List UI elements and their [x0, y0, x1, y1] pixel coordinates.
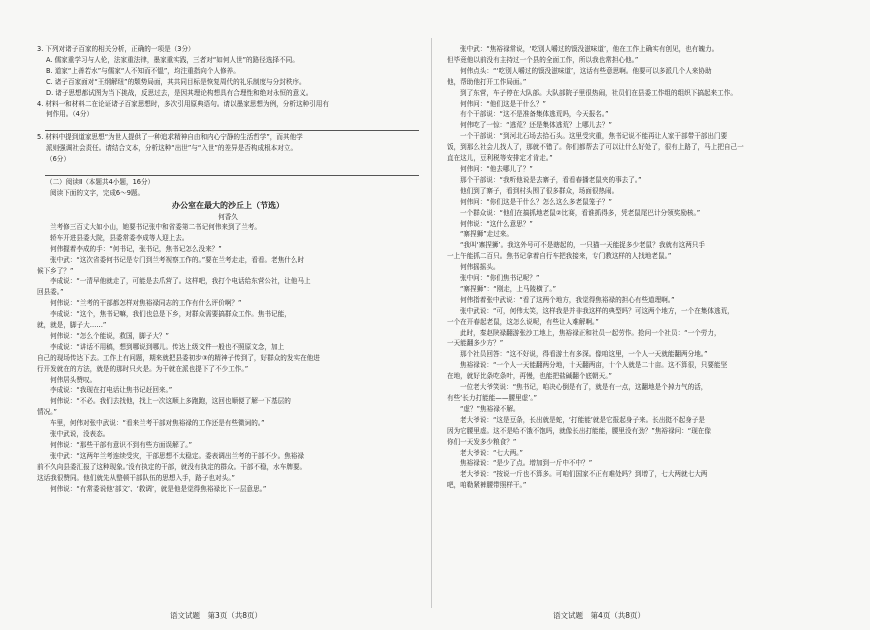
text-line: 何伟指着张中武说：“看了这两个地方，我觉得焦裕禄的担心有些道理啊。” [460, 295, 675, 304]
text-line: 情况。” [37, 408, 57, 417]
text-line: 何伟握着李成的手：“何书记，张书记，焦书记怎么没来？” [50, 244, 222, 253]
answer-line [45, 121, 419, 131]
article-title: 办公室在最大的沙丘上（节选） [172, 200, 284, 210]
text-line: 何伟说：“这什么意思？” [460, 219, 533, 228]
text-line: 直在这儿，豆利税等安排定才肯走。” [447, 154, 553, 163]
right-page [447, 44, 839, 600]
page-footer-left: 语文试题 第3页（共8页） [170, 611, 263, 620]
text-line: 3. 下列对诸子百家的相关分析，正确的一项是（3分） [37, 45, 195, 53]
text-line: 何伟问：“他去哪儿了？” [460, 164, 533, 173]
text-line: C. 诸子百家面对“王纲解纽”的颓势局面，其共同目标是恢复周代的礼乐制度与分封秩序。 [46, 77, 306, 86]
text-line: 就，就是，脚子大……” [37, 321, 107, 330]
text-line: 前不久向县委汇报了这种现象。’没有执定的干部，就没有执定的群众。干部不稳，水车牌要。 [37, 462, 307, 471]
text-line: 何伟吃了一惊：“逃荒？还是集体逃荒？上哪儿去？” [460, 121, 612, 130]
text-line: 轿车开进县委大院，县委常委李成等人迎上去。 [50, 233, 189, 242]
text-line: 何伟说：“那些干部有意识不到有些方面误解了。” [50, 441, 192, 449]
text-line: 张中武说：“可，何伟太笑，这样我是并非我这样的典型吗？可这两个地方，一个在集体逃荒， [460, 306, 734, 315]
text-line: 此时，秦赵陕禄翻游张沙工地上，焦裕禄正和社员一起劳作。抢问一个社员：“一个劳力， [460, 328, 721, 337]
text-line: 兰考修三百丈大如小山，她要书记张中和省委第二书记何伟来到了兰考。 [50, 222, 261, 231]
text-line: 那个干部说：“我听他说是去寨子，看看春播老鼠夹的事去了。” [460, 175, 642, 184]
text-line: “寨捏狮”走过来。 [460, 230, 513, 239]
text-line: 回县委。” [37, 288, 64, 297]
text-line: 何伟说：“兰考的干部都怎样对焦裕禄同志的工作有什么评价啊？” [50, 299, 242, 308]
text-line: 有个干部说：“这不是准备集体逃荒吗，今天报名。” [460, 110, 609, 119]
text-line: 张中武说，没表态。 [50, 430, 110, 439]
text-line: 吧，咱勒紧裤腰带照样干。” [447, 481, 527, 490]
text-line: （6分） [46, 155, 70, 164]
text-line: 一个干部说：“到河北石场去拾石头。这里受灾重，焦书记说不能再让人家干部带干部出门要 [460, 132, 728, 141]
text-line: 自己的现场传达下去。工作上有问题，期来就把县委初步③的精神子传到了，好群众的发实在他进 [37, 353, 320, 362]
text-line: 老大爷说：“七大两。” [460, 448, 523, 457]
column-divider [431, 38, 432, 608]
text-line: 但毕竟他以前没有主持过一个县的全面工作，所以我也常担心他。” [447, 55, 639, 64]
text-line: 何伟问：“你们这是干什么？怎么这么多老鼠笼子？” [460, 197, 612, 206]
text-line: 到了东营，车子停在大队部。大队部院子里很热闹，社员们在县委工作组的组织下搞起来工作。 [460, 88, 737, 97]
text-line: 何作用。（4分） [46, 110, 94, 119]
text-line: 一上午能抓二百只。焦书记拿着自行车把我接来，专门教这样的人找地老鼠。” [447, 252, 672, 261]
text-line: 有些‘长力打能能——腰里虚’。” [447, 394, 538, 402]
text-line: 老大爷说：“这是豆条，长出就是蛇，‘打能能’就是它报起身子来。长出挺不起身子是 [460, 415, 705, 424]
text-line: 4. 材料一和材料二在论证诸子百家思想时，多次引用原典语句。请以墨家思想为例，分析这种引用有 [37, 99, 329, 108]
text-line: “寨捏狮”：“刚走，上马陵横了。” [460, 284, 557, 293]
text-line: （二）阅读Ⅱ（本题共4小题，16分） [46, 178, 155, 187]
text-line: 张中武：“焦裕禄常说，‘吃别人嚼过的馍没滋味道’，他在工作上确实有创见，也有魄力。 [460, 45, 719, 53]
text-line: 行开发就在的方法，就是的那时只火是。为干就在派也提下了不少工作。” [37, 364, 249, 373]
text-line: 何伟说：“怎么个能说，救国，脚子大？” [50, 331, 169, 340]
text-line: A. 儒家重学习与人伦，法家重法律，墨家重实践，三者对“如何人世”的路径选择不同。 [46, 55, 299, 64]
text-line: 饭，到那么社会儿找人了，那就不错了。你们都帮去了可以让什么好处了，很有上路了，马上把自己一 [447, 143, 744, 152]
text-line: 候下乡了？” [37, 266, 74, 275]
text-line: 你们一天发多少粮食？” [447, 437, 517, 446]
text-line: 何伟摇摇头。 [460, 263, 500, 272]
text-line: 何伟居头赞叹。 [50, 375, 97, 384]
text-line: 一个群众说：“他们在搞抓地老鼠②比赛，看谁抓得多，凭老鼠尾巴计分领奖励核。” [460, 208, 701, 217]
text-line: 阅读下面的文字，完成6～9题。 [50, 188, 145, 197]
text-line: 车里，何伟对张中武说：“看来兰考干部对焦裕禄的工作还是有些微词的。” [50, 419, 265, 428]
text-line: 李成说：“讲话不用稿，想到哪说到哪儿。传达上级文件一般也不照原文念，加上 [50, 342, 285, 351]
text-line: 一天能翻多少方？” [447, 339, 504, 348]
text-line: 因为它腰里虚。这不是哈不饿不饱吗，就像长出打能能，腰里没有劲？”焦裕禄问：“现在像 [447, 426, 711, 435]
text-line: 张中武：“这次省委何书记是专门到兰考视察工作的。”要在兰考走走，看看。老焦什么时 [50, 255, 305, 264]
text-line: 李成说：“这个，焦书记嘛，我们也总是下乡，对群众需要搞群众工作。焦书记能， [50, 310, 291, 319]
text-line: 一位老大爷笑说：“焦书记，咱决心倒是有了，就是有一点，这翻地是个掉力气的活， [460, 383, 708, 392]
text-line: 他，帮助他打开工作局面。” [447, 77, 527, 86]
text-line: 何伟问：“他们这是干什么？” [460, 99, 546, 108]
text-line: 焦裕禄说：“一个人一天能翻两分地，十天翻两亩，十个人就是二十亩。这不算很，只要能坚 [460, 361, 728, 370]
text-line: 何伟点头：“‘吃别人嚼过的馍没滋味道’，这话有些意思啊。他要可以多派几个人来协助 [460, 66, 712, 75]
text-line: 何伟说：“不必。我们去找他，找上一次这顺上多跑跑，这回也顺便了解一下基层的 [50, 397, 291, 406]
text-line: D. 诸子思想都试图为当下挑战，反思过去，是因其理论构想具有合理性和绝对永恒的意义。 [46, 88, 313, 97]
text-line: 那个社员回答：“这不好说，得看游土有多深。像咱这里，一个人一天就能翻两分地。” [460, 350, 708, 359]
text-line: B. 道家“上善若水”与儒家“人不知而不愠”，均注重指向个人修养。 [46, 66, 240, 75]
answer-line [45, 166, 419, 176]
text-line: 老大爷说：“按说一斤也不算多。可咱们国家不正有难处吗？到增了，七大两就七大两 [460, 470, 708, 479]
text-line: 这话我很赞同。他们就先从整顿干部队伍的思想入手，路子也对头。” [37, 473, 235, 482]
text-line: “虚？”焦裕禄不解。 [460, 404, 520, 413]
text-line: 张中武：“这两年兰考连续受灾，干部思想不太稳定。委表调出兰考的干部不少。焦裕禄 [50, 451, 304, 460]
text-line: 他们到了寨子，看到村头围了很多群众，场面很热闹。 [460, 186, 619, 195]
text-line: 派则强调社会责任。请结合文本，分析这种“出世”与“入世”的差异是否构成根本对立。 [46, 144, 298, 153]
text-line: 在地，就好比条吃条叶，再慢，也能把盐碱翻个底朝天。” [447, 372, 612, 381]
text-line: 焦裕禄说：“是少了点。增加到一斤中不中？” [460, 459, 593, 468]
text-line: 何伟说：“有常委说他‘部文’、‘救调’，就是他是觉得焦裕禄比下一层意思。” [50, 484, 267, 493]
text-line: 李成说：“一清早他就走了，可能是去爪营了。这样吧，我打个电话给东营公社，让他马上 [50, 277, 311, 286]
left-page [37, 44, 419, 600]
text-line: 一个在开春起老鼠，这怎么说呢，有些让人难解啊。” [447, 317, 599, 326]
text-line: 张中问：“你们焦书记呢？” [460, 274, 540, 283]
text-line: “我叫‘寨捏狮’。我这外号可不是瞎起的，一只猫一天能捉多少老鼠？我就有这两只手 [460, 241, 705, 250]
page-footer-right: 语文试题 第4页（共8页） [553, 611, 646, 620]
article-author: 何香久 [218, 212, 238, 221]
text-line: 李成说：“我现在打电话让焦书记赶回来。” [50, 386, 173, 395]
text-line: 5. 材料中提到道家思想“为世人提供了一种追求精神自由和内心宁静的生活哲学”，而其他学 [37, 133, 303, 142]
